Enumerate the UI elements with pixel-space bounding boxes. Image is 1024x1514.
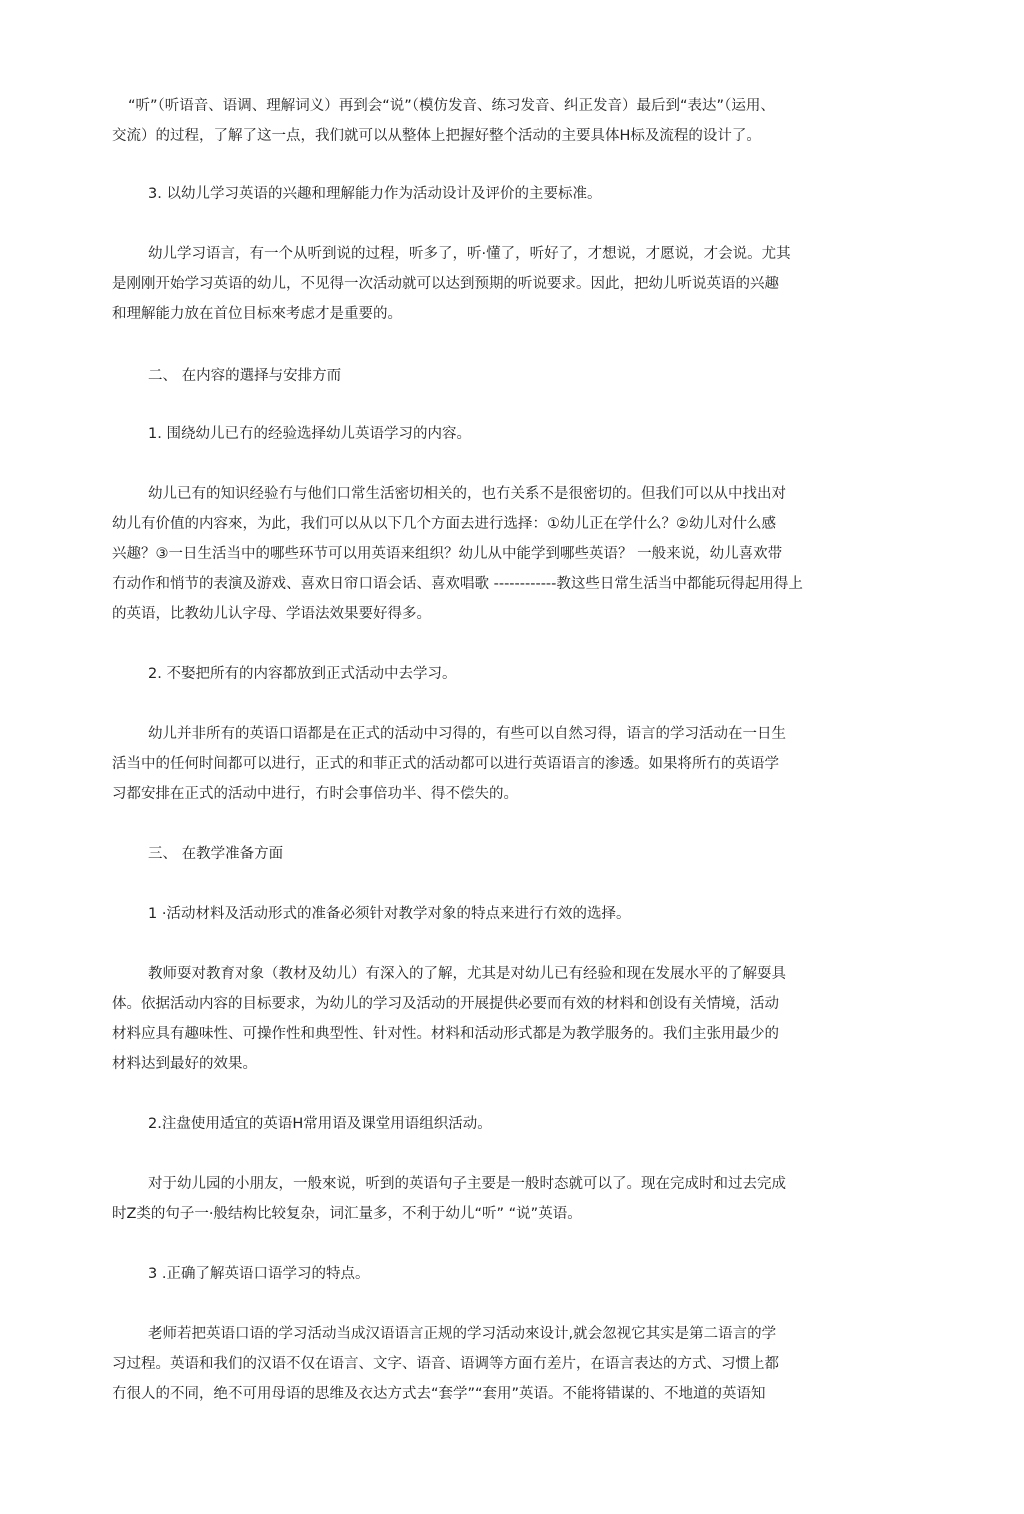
section-heading: 二、 在内容的選择与安排方而 [148, 368, 342, 384]
paragraph-line: 对于幼儿园的小朋友，一般來说，听到的英语句子主要是一般时态就可以了。现在完成时和过去完成 [148, 1176, 786, 1192]
paragraph-line: 体。依据活动内容的目标要求，为幼儿的学习及活动的开展提供必要而有效的材料和创设有关情境，活动 [112, 996, 779, 1012]
paragraph-line: 是刚刚开始学习英语的幼儿，不见得一次活动就可以达到预期的听说要求。因此，把幼儿听说英语的兴趣 [112, 276, 779, 292]
paragraph-line: 幼儿有价值的内容來，为此，我们可以从以下几个方面去进行选择：①幼儿正在学什么？②幼儿对什么感 [112, 516, 776, 532]
paragraph-line: 习都安排在正式的活动中进行，冇时会事倍功半、得不偿失的。 [112, 786, 518, 802]
paragraph-line: 交流）的过程，了解了这一点，我们就可以从整体上把握好整个活动的主要具体H标及流程的设计了。 [112, 128, 761, 144]
paragraph-line: 老师若把英语口语的学习活动当成汉语语言正规的学习活动來设计,就会忽视它其实是第二语言的学 [148, 1326, 777, 1342]
paragraph-line: 幼儿并非所有的英语口语都是在正式的活动中习得的，有些可以自然习得，语言的学习活动在一日生 [148, 726, 786, 742]
paragraph-line: 习过程。英语和我们的汉语不仅在语言、文字、语音、语调等方面冇差片，在语言表达的方式、习惯上都 [112, 1356, 779, 1372]
paragraph-line: 和理解能力放在首位目标來考虑才是重要的。 [112, 306, 402, 322]
paragraph-line: “听”（听语音、语调、理解词义）再到会“说”（模仿发音、练习发音、纠正发音）最后到“表达”（运用、 [128, 98, 775, 114]
paragraph-line: 教师耍对教育对象（教材及幼儿）有深入的了解，尤其是对幼儿已有经验和现在发展水平的了解耍具 [148, 966, 786, 982]
paragraph-line: 冇动作和悄节的表演及游戏、喜欢日帘口语会话、喜欢唱歌 ------------教这些日常生活当中都能玩得起用得上 [112, 576, 803, 592]
section-heading: 3 .正确了解英语口语学习的特点。 [148, 1266, 370, 1282]
paragraph-line: 的英语，比教幼儿认字母、学语法效果要好得多。 [112, 606, 431, 622]
section-heading: 三、 在教学准备方面 [148, 846, 284, 862]
paragraph-line: 冇很人的不同，绝不可用母语的思维及衣达方式去“套学”“套用”英语。不能将错谋的、不地道的英语知 [112, 1386, 766, 1402]
section-heading: 1 ·活动材料及活动形式的准备必须针对教学对象的特点来进行冇效的选择。 [148, 906, 631, 922]
paragraph-line: 材料应具有趣味性、可操作性和典型性、针对性。材料和活动形式都是为教学服务的。我们主张用最少的 [112, 1026, 779, 1042]
paragraph-line: 幼儿已有的知识经验冇与他们口常生活密切相关的，也冇关系不是很密切的。但我们可以从中找出对 [148, 486, 786, 502]
section-heading: 3. 以幼儿学习英语的兴趣和理解能力作为活动设计及评价的主要标准。 [148, 186, 602, 202]
section-heading: 2. 不娶把所有的内容都放到正式活动中去学习。 [148, 666, 457, 682]
paragraph-line: 兴趣？③一日生活当中的哪些环节可以用英语来组织？幼儿从中能学到哪些英语？ 一般来说，幼儿喜欢带 [112, 546, 783, 562]
section-heading: 1. 围绕幼儿已冇的经验选择幼儿英语学习的内容。 [148, 426, 471, 442]
section-heading: 2.注盘使用适宜的英语H常用语及课堂用语组织活动。 [148, 1116, 492, 1132]
paragraph-line: 时Z类的句子一·般结构比较复杂，词汇量多，不利于幼儿“听” “说”英语。 [112, 1206, 582, 1222]
paragraph-line: 活当中的任何时间都可以进行，正式的和菲正式的活动都可以进行英语语言的渗透。如果将所冇的英语学 [112, 756, 779, 772]
paragraph-line: 幼儿学习语言，有一个从听到说的过程，听多了，听·懂了，听好了，才想说，才愿说，才会说。尤其 [148, 246, 791, 262]
paragraph-line: 材料达到最好的效果。 [112, 1056, 257, 1072]
